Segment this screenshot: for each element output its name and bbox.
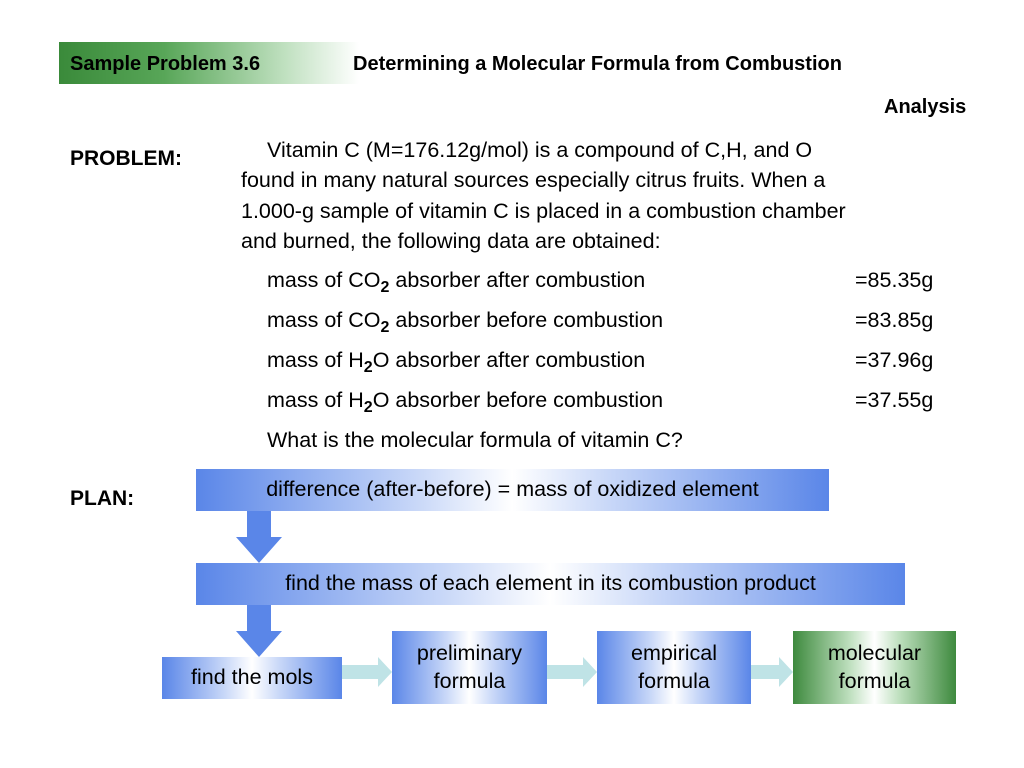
data-row-co2-after <box>267 268 967 298</box>
down-arrow-icon <box>236 605 282 657</box>
plan-step-molecular-formula <box>793 631 956 704</box>
plan-label: PLAN: <box>70 487 135 510</box>
data-row-value: =85.35g <box>855 268 934 292</box>
problem-text-line: found in many natural sources especially citrus fruits. When a <box>241 168 826 192</box>
plan-step-empirical-formula <box>597 631 751 704</box>
plan-step-difference: difference (after-before) = mass of oxidized element <box>196 469 829 511</box>
right-arrow-icon <box>751 657 793 687</box>
data-row-label: mass of $CO_2$ absorber after combustion <box>267 268 646 296</box>
question-text: What is the molecular formula of vitamin C? <box>267 428 683 452</box>
down-arrow-icon <box>236 511 282 563</box>
data-row-co2-before <box>267 308 967 338</box>
plan-step-preliminary-formula <box>392 631 547 704</box>
step-text-line: formula <box>433 668 506 693</box>
step-text-line: preliminary <box>416 640 523 665</box>
step-text-line: formula <box>838 668 911 693</box>
data-row-value: =37.55g <box>855 388 934 412</box>
page-title-line-1: Determining a Molecular Formula from Combustion <box>353 53 842 75</box>
sample-problem-label: Sample Problem 3.6 <box>70 53 261 75</box>
right-arrow-icon <box>547 657 597 687</box>
plan-step-find-mols: find the mols <box>162 657 342 699</box>
data-row-h2o-after <box>267 348 967 378</box>
step-text-line: empirical <box>630 640 718 665</box>
problem-label: PROBLEM: <box>70 147 182 170</box>
problem-text-line: and burned, the following data are obtained: <box>241 229 661 253</box>
right-arrow-icon <box>342 657 392 687</box>
data-row-value: =83.85g <box>855 308 934 332</box>
data-row-label: mass of $H_2O$ absorber before combustion <box>267 388 664 416</box>
plan-step-element-mass: find the mass of each element in its combustion product <box>196 563 905 605</box>
data-row-h2o-before <box>267 388 967 418</box>
step-text-line: formula <box>638 668 710 693</box>
problem-text-line: Vitamin C (M=176.12g/mol) is a compound of C,H, and O <box>267 138 813 162</box>
page-title-line-2: Analysis <box>884 96 967 118</box>
data-row-label: mass of $CO_2$ absorber before combustion <box>267 308 664 336</box>
step-text-line: molecular <box>827 640 922 665</box>
data-row-label: mass of $H_2O$ absorber after combustion <box>267 348 646 376</box>
data-row-value: =37.96g <box>855 348 934 372</box>
problem-text-line: 1.000-g sample of vitamin C is placed in a combustion chamber <box>241 199 846 223</box>
